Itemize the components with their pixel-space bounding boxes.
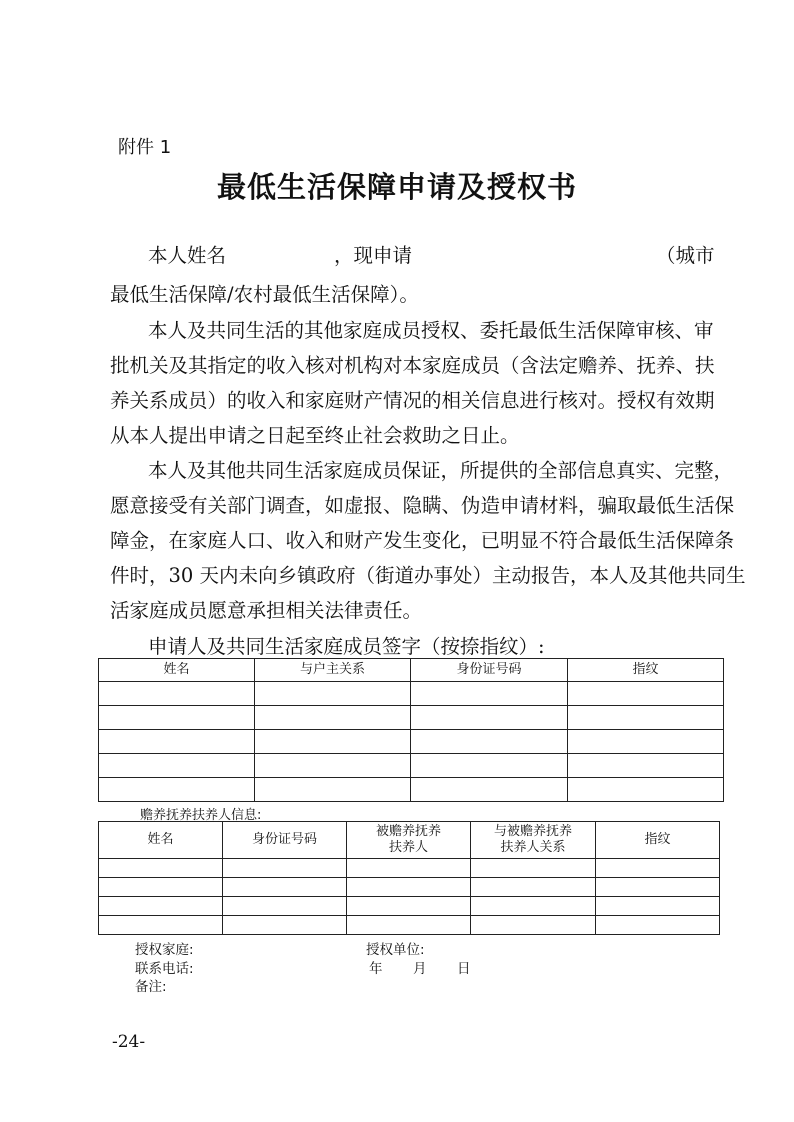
apply-line-2: 最低生活保障/农村最低生活保障）。 [110, 283, 419, 306]
cell[interactable] [255, 730, 411, 754]
contact-phone-label: 联系电话: [135, 961, 194, 977]
date-year-label: 年 [369, 961, 383, 977]
cell[interactable] [99, 706, 255, 730]
auth-line-4: 从本人提出申请之日起至终止社会救助之日止。 [110, 424, 520, 447]
cell[interactable] [411, 778, 568, 802]
apply-line-1 [148, 243, 715, 269]
support-table [98, 821, 720, 935]
cell[interactable] [347, 878, 471, 897]
auth-line-1: 本人及共同生活的其他家庭成员授权、委托最低生活保障审核、审 [148, 319, 714, 342]
signature-label: 申请人及共同生活家庭成员签字（按捺指纹）: [148, 635, 545, 658]
guarantee-line-4: 件时，30 天内未向乡镇政府（街道办事处）主动报告，本人及其他共同生 [110, 564, 746, 587]
apply-request-label: ，现申请 [334, 244, 413, 267]
header-supported-person-line1: 被赡养抚养 [375, 824, 441, 839]
cell[interactable] [255, 754, 411, 778]
header-name: 姓名 [99, 822, 223, 859]
cell[interactable] [411, 682, 568, 706]
date-day-label: 日 [457, 961, 471, 977]
cell[interactable] [411, 730, 568, 754]
cell[interactable] [596, 878, 720, 897]
guarantee-line-2: 愿意接受有关部门调查，如虚报、隐瞒、伪造申请材料，骗取最低生活保 [110, 494, 735, 517]
cell[interactable] [223, 878, 347, 897]
cell[interactable] [347, 897, 471, 916]
cell[interactable] [471, 878, 596, 897]
apply-name-label: 本人姓名 [148, 244, 227, 267]
cell[interactable] [223, 916, 347, 935]
table-row [99, 778, 724, 802]
guarantee-line-3: 障金，在家庭人口、收入和财产发生变化，已明显不符合最低生活保障条 [110, 529, 735, 552]
authorized-family-label: 授权家庭: [135, 942, 194, 958]
table-row [99, 730, 724, 754]
guarantee-line-1: 本人及其他共同生活家庭成员保证，所提供的全部信息真实、完整， [148, 459, 734, 482]
page-number: -24- [112, 1032, 146, 1052]
table-row [99, 878, 720, 897]
cell[interactable] [223, 859, 347, 878]
cell[interactable] [99, 878, 223, 897]
table-row [99, 916, 720, 935]
header-supported-person [347, 822, 471, 859]
header-relation-line1: 与被赡养抚养 [493, 824, 572, 839]
cell[interactable] [596, 916, 720, 935]
cell[interactable] [568, 730, 724, 754]
cell[interactable] [347, 916, 471, 935]
table-row [99, 754, 724, 778]
header-name: 姓名 [99, 659, 255, 682]
header-id-number: 身份证号码 [411, 659, 568, 682]
guarantee-line-5: 活家庭成员愿意承担相关法律责任。 [110, 599, 423, 622]
members-header-row [99, 659, 724, 682]
cell[interactable] [255, 778, 411, 802]
cell[interactable] [596, 897, 720, 916]
cell[interactable] [255, 706, 411, 730]
support-info-label: 赡养抚养扶养人信息: [140, 808, 262, 823]
apply-city-label: （城市 [656, 244, 715, 267]
date-month-label: 月 [413, 961, 427, 977]
cell[interactable] [99, 754, 255, 778]
cell[interactable] [99, 682, 255, 706]
cell[interactable] [99, 778, 255, 802]
auth-line-2: 批机关及其指定的收入核对机构对本家庭成员（含法定赡养、抚养、扶 [110, 354, 715, 377]
remarks-label: 备注: [135, 979, 167, 995]
header-fingerprint: 指纹 [596, 822, 720, 859]
attachment-label: 附件 1 [118, 137, 172, 158]
table-row [99, 859, 720, 878]
header-relation-line2: 扶养人关系 [500, 840, 566, 855]
cell[interactable] [471, 897, 596, 916]
header-id-number: 身份证号码 [223, 822, 347, 859]
cell[interactable] [568, 706, 724, 730]
cell[interactable] [411, 754, 568, 778]
cell[interactable] [255, 682, 411, 706]
table-row [99, 682, 724, 706]
cell[interactable] [223, 897, 347, 916]
cell[interactable] [99, 859, 223, 878]
authorized-unit-label: 授权单位: [366, 942, 425, 958]
auth-line-3: 养关系成员）的收入和家庭财产情况的相关信息进行核对。授权有效期 [110, 389, 715, 412]
cell[interactable] [347, 859, 471, 878]
header-supported-person-line2: 扶养人 [388, 840, 428, 855]
cell[interactable] [471, 916, 596, 935]
cell[interactable] [596, 859, 720, 878]
cell[interactable] [99, 916, 223, 935]
cell[interactable] [568, 778, 724, 802]
cell[interactable] [99, 730, 255, 754]
cell[interactable] [568, 682, 724, 706]
document-title: 最低生活保障申请及授权书 [216, 170, 577, 204]
cell[interactable] [99, 897, 223, 916]
cell[interactable] [471, 859, 596, 878]
header-fingerprint: 指纹 [568, 659, 724, 682]
cell[interactable] [411, 706, 568, 730]
support-header-row [99, 822, 720, 859]
table-row [99, 897, 720, 916]
cell[interactable] [568, 754, 724, 778]
header-relation: 与户主关系 [255, 659, 411, 682]
header-relation-to-supported [471, 822, 596, 859]
members-table [98, 658, 724, 802]
table-row [99, 706, 724, 730]
